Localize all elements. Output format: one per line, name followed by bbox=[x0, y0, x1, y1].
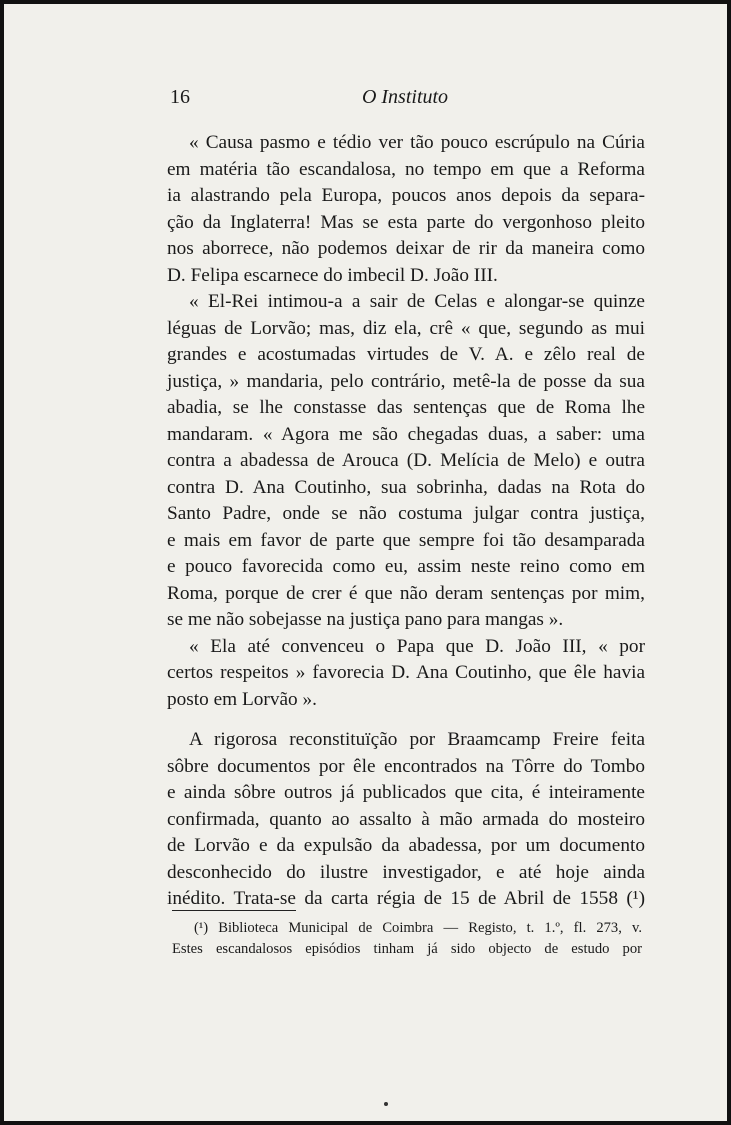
text-line: e ainda sôbre outros já publicados que cita, é inteiramente bbox=[167, 782, 645, 803]
paragraph bbox=[167, 289, 645, 634]
text-line: « Ela até convenceu o Papa que D. João III, « por bbox=[189, 635, 645, 657]
text-line: D. Felipa escarnece do imbecil D. João III. bbox=[167, 264, 498, 286]
printer-mark bbox=[384, 1102, 388, 1106]
paragraph bbox=[167, 727, 645, 913]
book-page bbox=[4, 4, 727, 1121]
text-line: certos respeitos » favorecia D. Ana Coutinho, que êle havia bbox=[167, 662, 645, 683]
footnotes bbox=[172, 918, 642, 960]
footnote-line: Estes escandalosos episódios tinham já sido objecto de estudo por bbox=[172, 941, 642, 957]
text-line: e mais em favor de parte que sempre foi tão desamparada bbox=[167, 529, 645, 551]
body-text bbox=[167, 130, 645, 913]
text-line: inédito. Trata-se da carta régia de 15 de Abril de 1558 (¹) bbox=[167, 888, 645, 909]
text-line: grandes e acostumadas virtudes de V. A. e zêlo real de bbox=[167, 344, 645, 365]
text-line: e pouco favorecida como eu, assim neste reino como em bbox=[167, 556, 645, 577]
text-line: ia alastrando pela Europa, poucos anos depois da separa- bbox=[167, 185, 645, 206]
text-line: nos aborrece, não podemos deixar de rir da maneira como bbox=[167, 238, 645, 259]
text-line: mandaram. « Agora me são chegadas duas, a saber: uma bbox=[167, 423, 645, 445]
text-line: léguas de Lorvão; mas, diz ela, crê « que, segundo as mui bbox=[167, 317, 645, 339]
text-line: desconhecido do ilustre investigador, e até hoje ainda bbox=[167, 861, 645, 883]
running-title: O Instituto bbox=[361, 86, 449, 108]
text-line: contra a abadessa de Arouca (D. Melícia de Melo) e outra bbox=[167, 450, 645, 471]
footnote-line: (¹) Biblioteca Municipal de Coimbra — Registo, t. 1.º, fl. 273, v. bbox=[194, 920, 642, 936]
text-line: contra D. Ana Coutinho, sua sobrinha, dadas na Rota do bbox=[167, 476, 645, 498]
text-line: em matéria tão escandalosa, no tempo em que a Reforma bbox=[167, 158, 645, 180]
page-header bbox=[167, 86, 643, 112]
text-line: posto em Lorvão ». bbox=[167, 688, 317, 710]
text-line: confirmada, quanto ao assalto à mão armada do mosteiro bbox=[167, 808, 645, 830]
text-line: se me não sobejasse na justiça pano para mangas ». bbox=[167, 609, 564, 630]
text-line: ção da Inglaterra! Mas se esta parte do vergonhoso pleito bbox=[167, 211, 645, 233]
page-number: 16 bbox=[170, 86, 190, 108]
text-line: « El-Rei intimou-a a sair de Celas e alongar-se quinze bbox=[189, 291, 645, 312]
text-line: A rigorosa reconstituïção por Braamcamp Freire feita bbox=[189, 729, 645, 750]
paragraph bbox=[167, 130, 645, 289]
text-line: de Lorvão e da expulsão da abadessa, por um documento bbox=[167, 835, 645, 856]
text-line: sôbre documentos por êle encontrados na Tôrre do Tombo bbox=[167, 755, 645, 777]
text-line: abadia, se lhe constasse das sentenças que de Roma lhe bbox=[167, 397, 645, 418]
footnote-divider bbox=[172, 910, 296, 911]
text-line: Roma, porque de crer é que não deram sentenças por mim, bbox=[167, 582, 645, 604]
text-line: justiça, » mandaria, pelo contrário, metê-la de posse da sua bbox=[167, 370, 645, 392]
paragraph bbox=[167, 634, 645, 714]
text-line: « Causa pasmo e tédio ver tão pouco escrúpulo na Cúria bbox=[189, 132, 645, 153]
text-line: Santo Padre, onde se não costuma julgar contra justiça, bbox=[167, 503, 645, 524]
